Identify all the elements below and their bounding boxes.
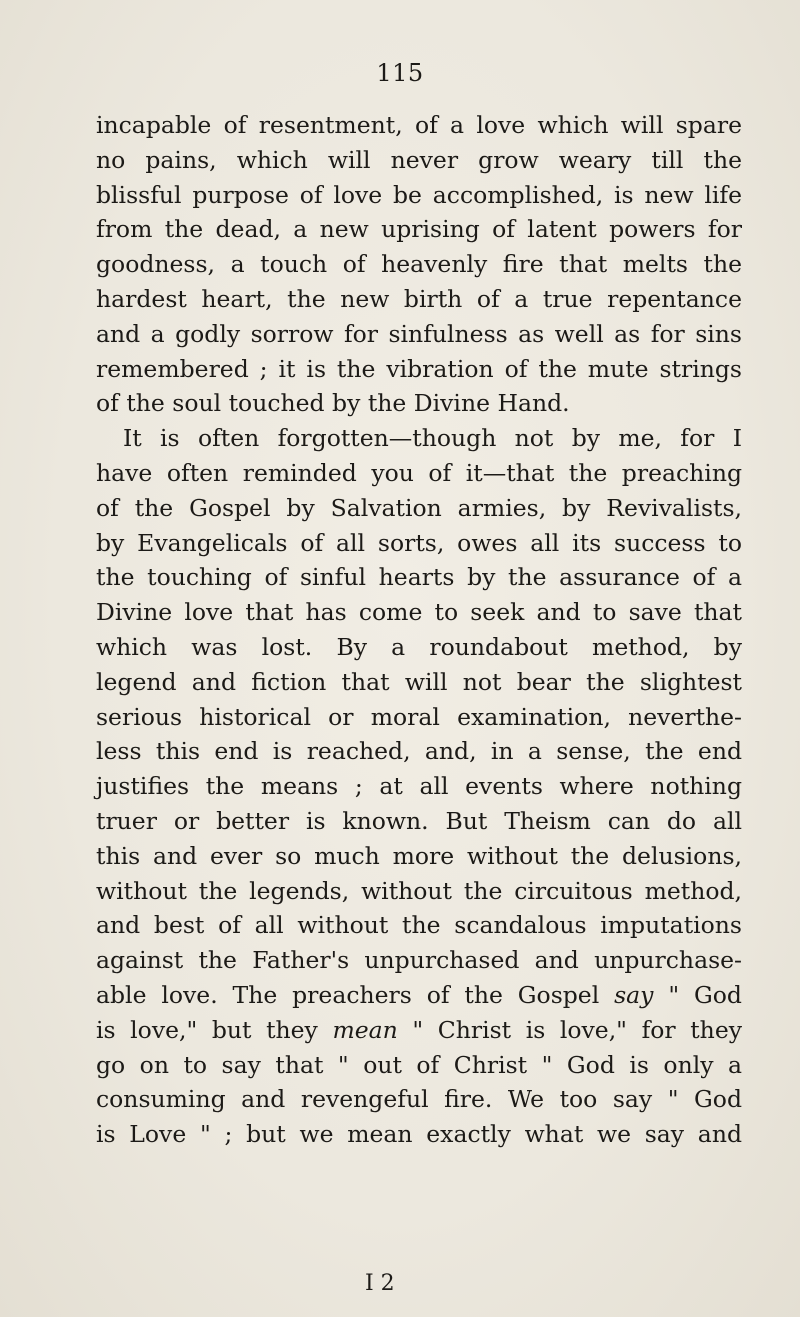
text-line: serious historical or moral examination, neverthe- xyxy=(96,702,742,731)
text-line: without the legends, without the circuitous method, xyxy=(96,876,742,905)
text-line: go on to say that " out of Christ " God is only a xyxy=(96,1050,742,1079)
text-line: less this end is reached, and, in a sense, the end xyxy=(96,737,742,766)
text-line: from the dead, a new uprising of latent powers for xyxy=(96,215,742,244)
text-line: blissful purpose of love be accomplished, is new life xyxy=(96,180,742,209)
text-segment: is love," but they xyxy=(96,1015,318,1044)
page-number: 115 xyxy=(376,59,424,87)
italic-word: mean xyxy=(332,1015,398,1044)
text-line: of the Gospel by Salvation armies, by Revivalists, xyxy=(96,493,742,522)
text-line: and a godly sorrow for sinfulness as well as for sins xyxy=(96,319,742,348)
text-line: which was lost. By a roundabout method, by xyxy=(96,632,742,661)
text-line: remembered ; it is the vibration of the mute strings xyxy=(96,354,742,383)
text-line: goodness, a touch of heavenly fire that melts the xyxy=(96,250,742,279)
signature-mark: I 2 xyxy=(365,1271,395,1296)
body-text xyxy=(96,108,742,1152)
text-line: of the soul touched by the Divine Hand. xyxy=(96,389,570,418)
text-segment: able love. The preachers of the Gospel xyxy=(96,980,600,1009)
text-line-with-italic xyxy=(96,978,742,1013)
paragraph-start-line: It is often forgotten—though not by me, for I xyxy=(123,424,742,453)
text-line: and best of all without the scandalous imputations xyxy=(96,911,742,940)
text-line: no pains, which will never grow weary till the xyxy=(96,145,742,174)
text-segment: " God xyxy=(653,980,742,1009)
text-line: the touching of sinful hearts by the assurance of a xyxy=(96,563,742,592)
text-line-with-italic xyxy=(96,1013,742,1048)
text-line: legend and fiction that will not bear the slightest xyxy=(96,667,742,696)
text-line: incapable of resentment, of a love which will spare xyxy=(96,111,742,139)
text-line: hardest heart, the new birth of a true repentance xyxy=(96,284,742,313)
text-line: have often reminded you of it—that the preaching xyxy=(96,458,742,487)
text-segment: " Christ is love," for they xyxy=(397,1015,742,1044)
text-line: consuming and revengeful fire. We too say " God xyxy=(96,1085,742,1114)
text-line: this and ever so much more without the delusions, xyxy=(96,841,742,870)
text-line: truer or better is known. But Theism can do all xyxy=(96,806,742,835)
italic-word: say xyxy=(614,980,654,1009)
text-line: justifies the means ; at all events where nothing xyxy=(96,772,742,801)
text-line: is Love " ; but we mean exactly what we say and xyxy=(96,1120,742,1149)
text-line: against the Father's unpurchased and unpurchase- xyxy=(96,946,742,975)
text-line: Divine love that has come to seek and to save that xyxy=(96,598,742,627)
text-line: by Evangelicals of all sorts, owes all its success to xyxy=(96,528,742,557)
